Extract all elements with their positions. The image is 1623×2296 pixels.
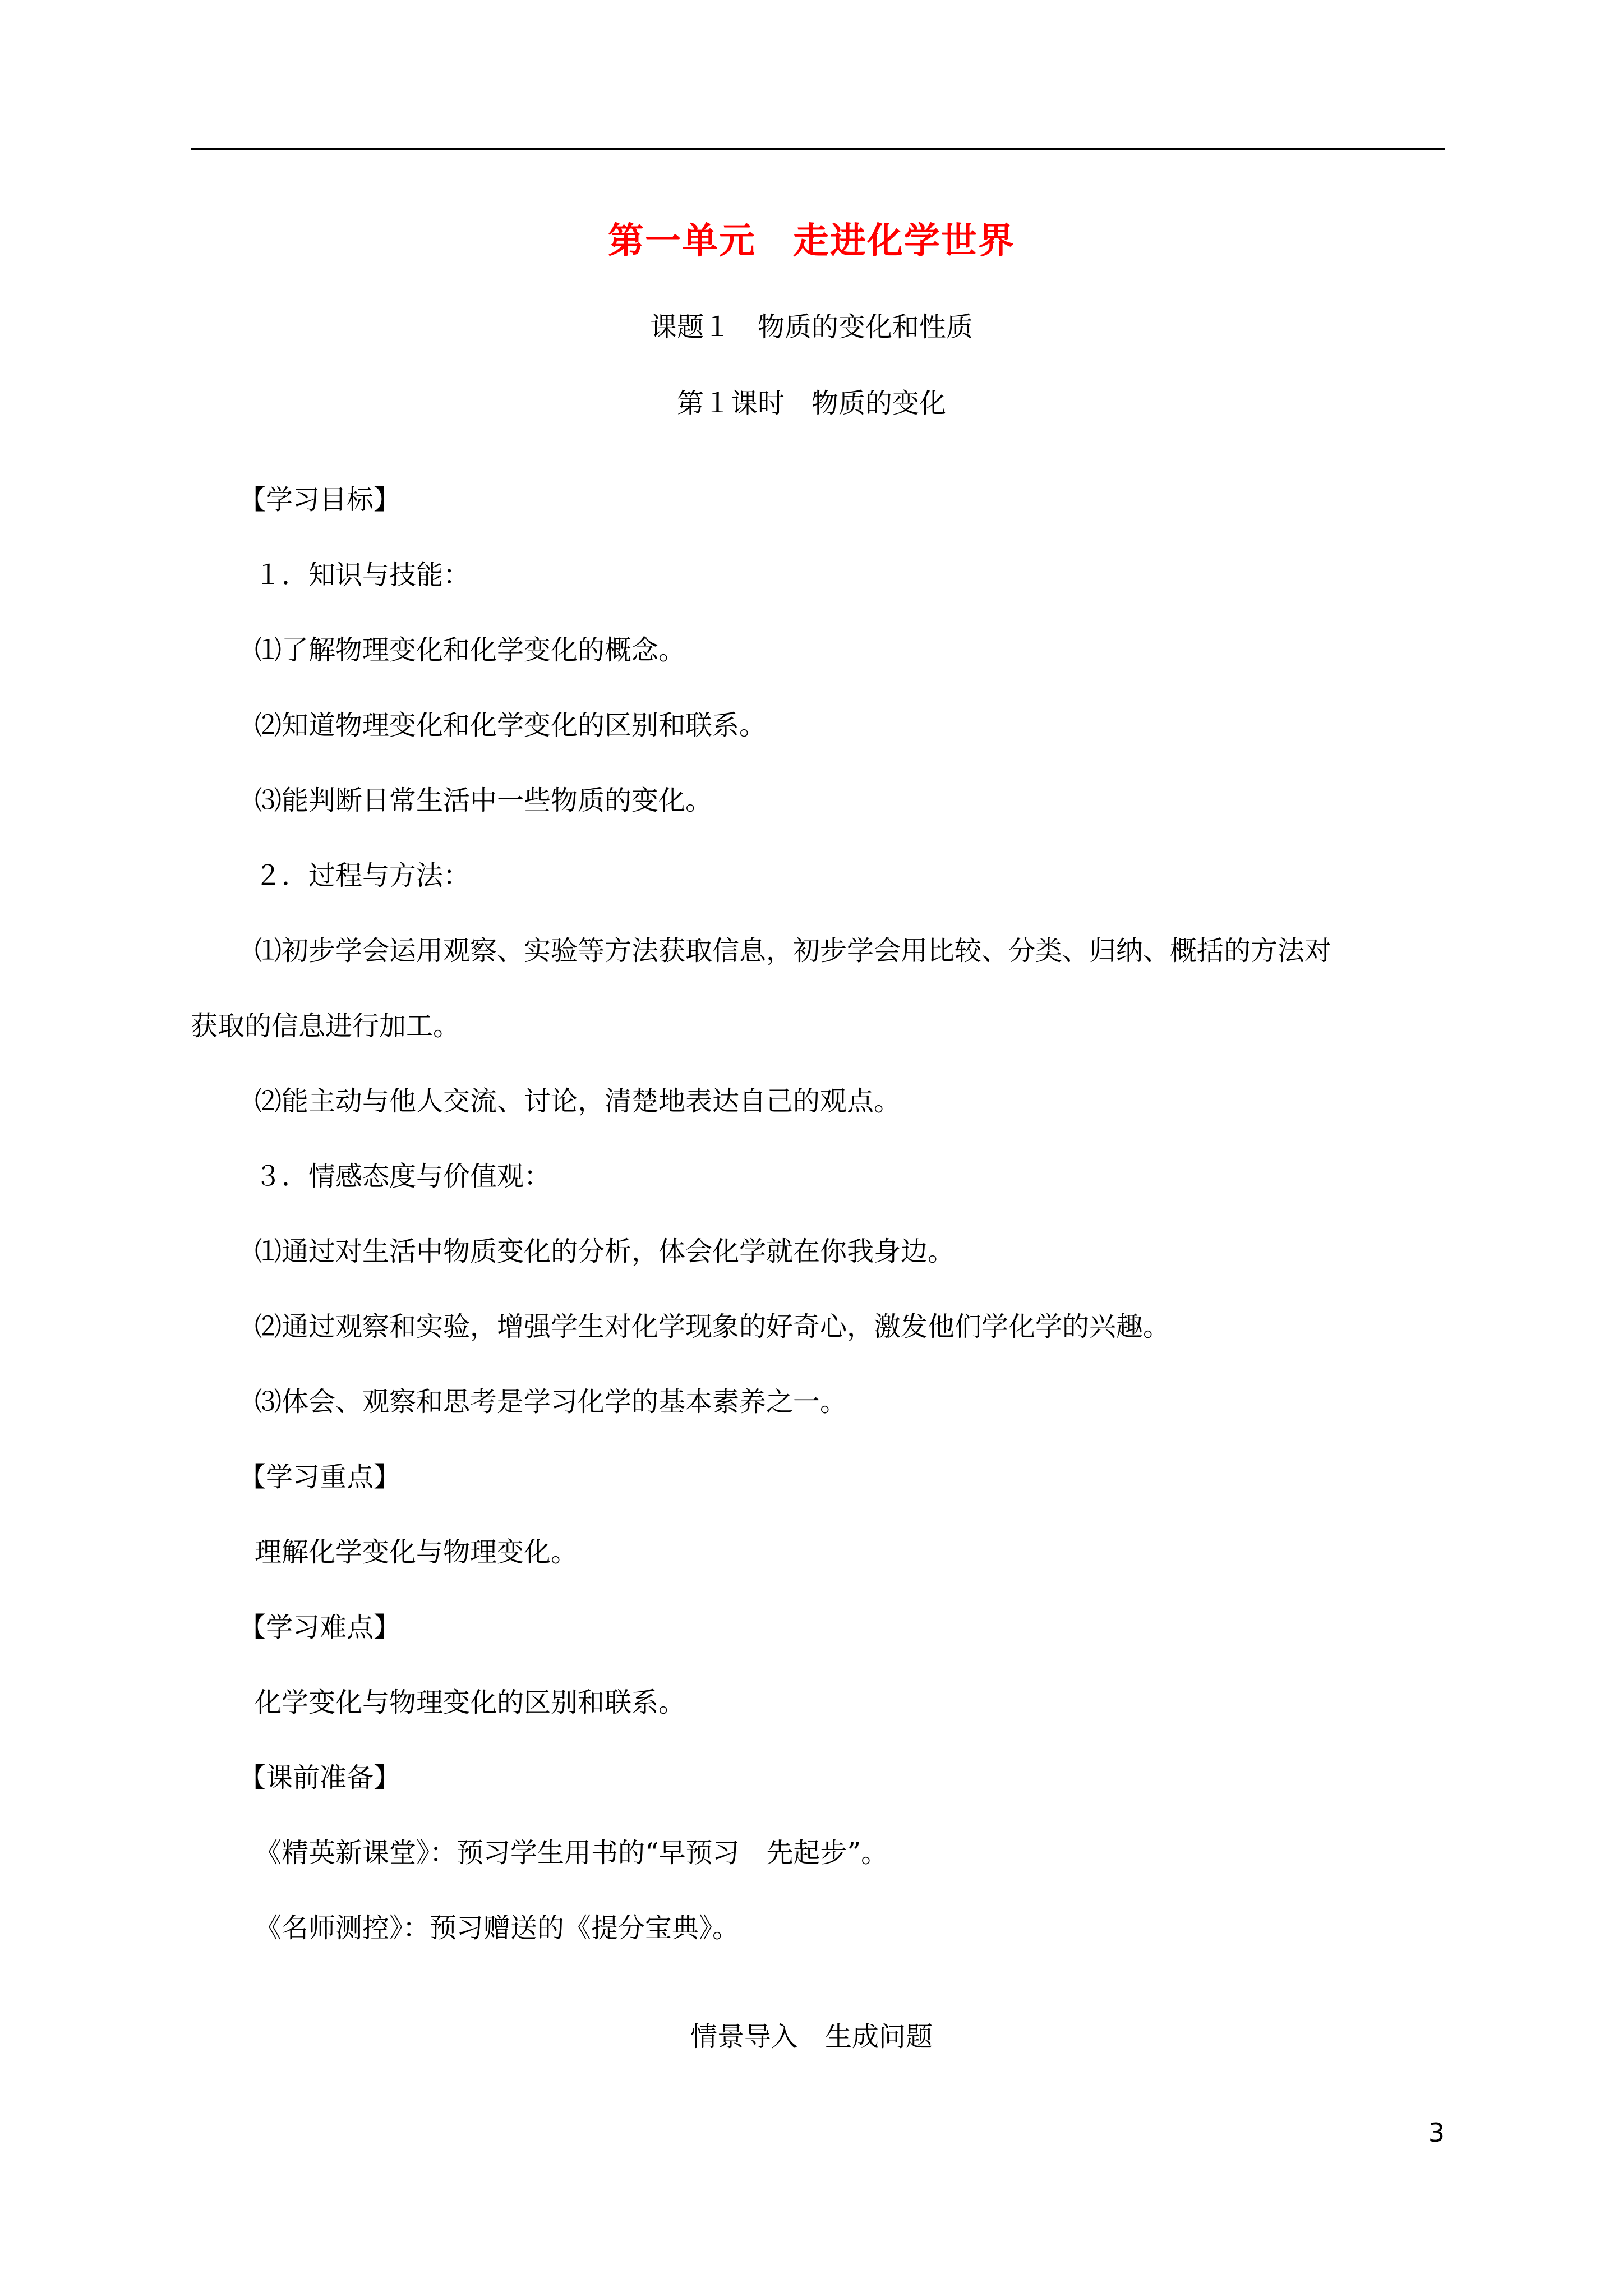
lesson-title: 课题１ 物质的变化和性质 [649,311,973,343]
section-title: 情景导入 生成问题 [690,2021,933,2053]
preparation-item: 《精英新课堂》：预习学生用书的“早预习 先起步”。 [255,1837,888,1869]
knowledge-item: ⑶能判断日常生活中一些物质的变化。 [255,785,713,816]
page-number: 3 [1428,2118,1445,2148]
period-title: 第１课时 物质的变化 [676,388,946,419]
process-item-1-line-1: ⑴初步学会运用观察、实验等方法获取信息，初步学会用比较、分类、归纳、概括的方法对 [255,935,1332,967]
attitude-heading: ３．情感态度与价值观： [255,1161,551,1192]
process-heading: ２．过程与方法： [255,860,471,891]
difficulty-text: 化学变化与物理变化的区别和联系。 [255,1687,686,1718]
header-rule [191,148,1445,150]
knowledge-item: ⑴了解物理变化和化学变化的概念。 [255,634,686,666]
objectives-heading: 【学习目标】 [239,484,401,516]
process-item-1-line-2: 获取的信息进行加工。 [191,1010,460,1042]
attitude-item: ⑵通过观察和实验，增强学生对化学现象的好奇心，激发他们学化学的兴趣。 [255,1311,1170,1342]
unit-title: 第一单元 走进化学世界 [608,220,1015,262]
attitude-item: ⑶体会、观察和思考是学习化学的基本素养之一。 [255,1386,847,1418]
knowledge-heading: １．知识与技能： [255,559,471,591]
preparation-heading: 【课前准备】 [239,1762,401,1793]
key-points-text: 理解化学变化与物理变化。 [255,1536,578,1568]
attitude-item: ⑴通过对生活中物质变化的分析，体会化学就在你我身边。 [255,1236,955,1267]
preparation-item: 《名师测控》：预习赠送的《提分宝典》。 [255,1912,740,1944]
knowledge-item: ⑵知道物理变化和化学变化的区别和联系。 [255,710,767,741]
difficulty-heading: 【学习难点】 [239,1612,401,1643]
process-item-2: ⑵能主动与他人交流、讨论，清楚地表达自己的观点。 [255,1085,901,1117]
document-body [191,462,1445,1966]
key-points-heading: 【学习重点】 [239,1461,401,1493]
